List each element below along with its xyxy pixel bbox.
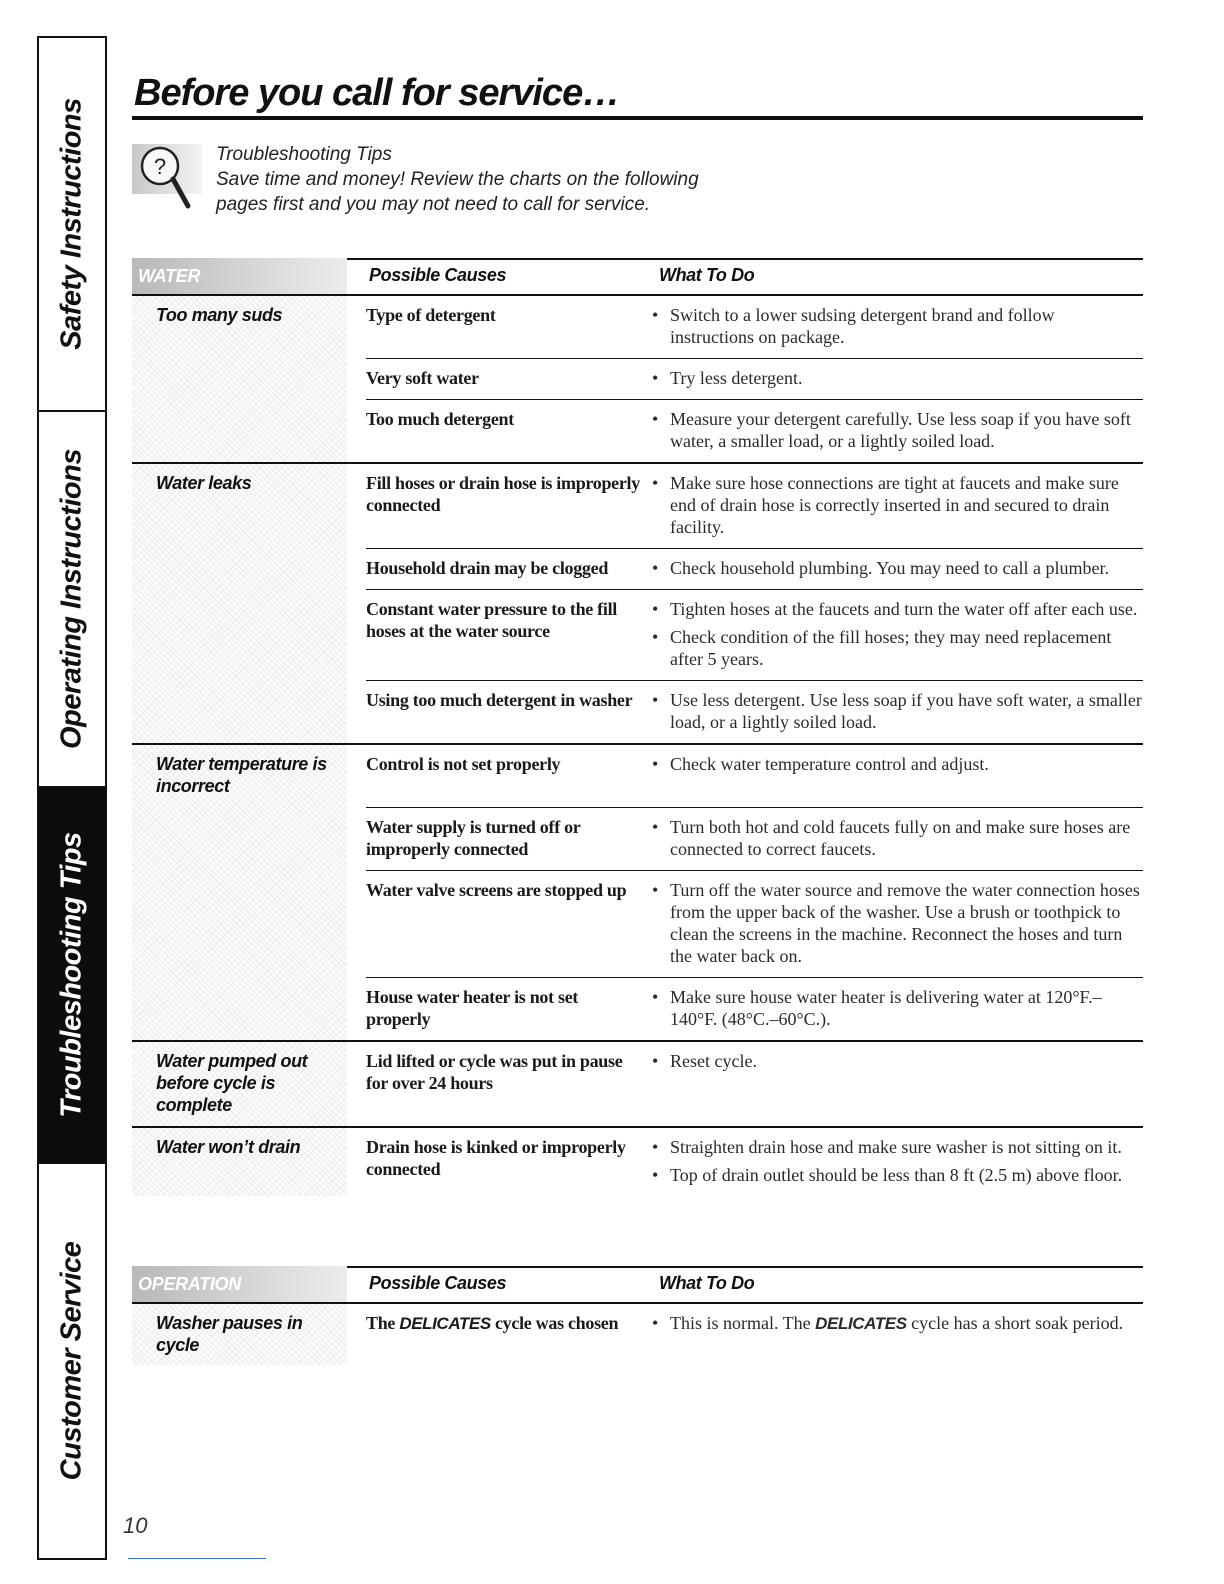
- fix-text: • Make sure hose connections are tight at faucets and make sure end of drain hose is correctly inserted in and secured to drain facility.: [652, 472, 1143, 538]
- bottom-link-underline: [128, 1558, 266, 1559]
- column-header-what-to-do: What To Do: [659, 1273, 755, 1293]
- table-row: [366, 464, 1143, 548]
- column-header-causes: Possible Causes: [369, 265, 507, 285]
- table-row: [366, 870, 1143, 977]
- table-row: [366, 358, 1143, 399]
- cause-text: Very soft water: [366, 368, 479, 388]
- cause-text: Constant water pressure to the fill hoses at the water source: [366, 599, 617, 641]
- table-row: [366, 399, 1143, 462]
- problem-group: [132, 464, 1143, 745]
- column-header-what-to-do: What To Do: [659, 265, 755, 285]
- table-header: [132, 258, 1143, 296]
- column-header-causes: Possible Causes: [369, 1273, 507, 1293]
- section-label-operation: OPERATION: [132, 1266, 347, 1302]
- table-row: [366, 548, 1143, 589]
- table-row: [366, 977, 1143, 1040]
- table-row: [366, 1128, 1143, 1196]
- fix-text: • Reset cycle.: [652, 1050, 1143, 1072]
- problem-label: Water won’t drain: [156, 1137, 301, 1157]
- side-tab-operating-instructions[interactable]: [39, 412, 105, 788]
- problem-label: Washer pauses in cycle: [156, 1313, 303, 1355]
- side-tab-safety-instructions[interactable]: [39, 38, 105, 412]
- problem-group: [132, 745, 1143, 1042]
- table-row: [366, 745, 1143, 807]
- cause-text: House water heater is not set properly: [366, 987, 579, 1029]
- svg-text:?: ?: [153, 154, 167, 179]
- fix-text: • This is normal. The DELICATES cycle has a short soak period.: [652, 1312, 1143, 1335]
- fix-text: • Tighten hoses at the faucets and turn the water off after each use.: [652, 598, 1143, 620]
- cause-text: Water valve screens are stopped up: [366, 880, 627, 900]
- tips-heading: Troubleshooting Tips: [216, 144, 392, 165]
- fix-text: • Switch to a lower sudsing detergent brand and follow instructions on package.: [652, 304, 1143, 348]
- side-tab-label: Operating Instructions: [55, 449, 88, 749]
- side-tab-troubleshooting-tips[interactable]: [39, 788, 105, 1164]
- cause-text: Drain hose is kinked or improperly connected: [366, 1137, 626, 1179]
- side-tab-label: Troubleshooting Tips: [55, 832, 88, 1118]
- problem-label: Water pumped out before cycle is complete: [156, 1051, 308, 1115]
- fix-text: • Use less detergent. Use less soap if you have soft water, a smaller load, or a lightly soiled load.: [652, 689, 1143, 733]
- cause-text: The DELICATES cycle was chosen: [366, 1313, 619, 1333]
- fix-text: • Turn off the water source and remove the water connection hoses from the upper back of the washer. Use a brush or toothpick to clean the screens in the machine. Reconnect the hoses and turn the water back on.: [652, 879, 1143, 967]
- problem-cell: [132, 464, 347, 743]
- problem-label: Water leaks: [156, 473, 252, 493]
- page-title: Before you call for service…: [134, 72, 620, 114]
- problem-label: Water temperature is incorrect: [156, 754, 327, 796]
- cause-text: Type of detergent: [366, 305, 496, 325]
- table-row: [366, 807, 1143, 870]
- cause-text: Household drain may be clogged: [366, 558, 609, 578]
- fix-text: • Turn both hot and cold faucets fully on and make sure hoses are connected to correct faucets.: [652, 816, 1143, 860]
- section-label-water: WATER: [132, 258, 347, 294]
- table-header: [132, 1266, 1143, 1304]
- fix-text: • Try less detergent.: [652, 367, 1143, 389]
- fix-text: • Top of drain outlet should be less than 8 ft (2.5 m) above floor.: [652, 1164, 1143, 1186]
- cause-text: Lid lifted or cycle was put in pause for over 24 hours: [366, 1051, 623, 1093]
- operation-table: [132, 1266, 1143, 1365]
- page-number: 10: [123, 1513, 148, 1538]
- table-row: [366, 296, 1143, 358]
- side-tab-label: Safety Instructions: [55, 98, 88, 350]
- problem-cell: [132, 1042, 347, 1126]
- problem-cell: [132, 296, 347, 462]
- side-tab-customer-service[interactable]: [39, 1164, 105, 1558]
- cause-text: Fill hoses or drain hose is improperly connected: [366, 473, 640, 515]
- fix-text: • Check household plumbing. You may need to call a plumber.: [652, 557, 1143, 579]
- cause-text: Using too much detergent in washer: [366, 690, 633, 710]
- table-row: [366, 680, 1143, 743]
- fix-text: • Check condition of the fill hoses; they may need replacement after 5 years.: [652, 626, 1143, 670]
- tips-text: [216, 142, 699, 217]
- cause-text: Too much detergent: [366, 409, 514, 429]
- tips-line: pages first and you may not need to call for service.: [216, 194, 651, 215]
- fix-text: • Check water temperature control and adjust.: [652, 753, 1143, 775]
- fix-text: • Make sure house water heater is delivering water at 120°F.–140°F. (48°C.–60°C.).: [652, 986, 1143, 1030]
- table-row: [366, 589, 1143, 680]
- problem-group: [132, 1042, 1143, 1128]
- tips-line: Save time and money! Review the charts on the following: [216, 169, 699, 190]
- cause-text: Control is not set properly: [366, 754, 561, 774]
- problem-group: [132, 1304, 1143, 1365]
- problem-cell: [132, 745, 347, 1040]
- water-table: [132, 258, 1143, 1196]
- cause-text: Water supply is turned off or improperly connected: [366, 817, 581, 859]
- problem-cell: [132, 1304, 347, 1365]
- table-row: [366, 1042, 1143, 1126]
- question-magnifier-icon: [132, 140, 202, 210]
- side-tab-label: Customer Service: [55, 1241, 88, 1481]
- problem-group: [132, 1128, 1143, 1196]
- fix-text: • Measure your detergent carefully. Use less soap if you have soft water, a smaller load, or a lightly soiled load.: [652, 408, 1143, 452]
- problem-label: Too many suds: [156, 305, 283, 325]
- side-tabs: [37, 36, 107, 1560]
- problem-cell: [132, 1128, 347, 1196]
- table-row: [366, 1304, 1143, 1365]
- title-rule: [132, 116, 1143, 120]
- problem-group: [132, 296, 1143, 464]
- fix-text: • Straighten drain hose and make sure washer is not sitting on it.: [652, 1136, 1143, 1158]
